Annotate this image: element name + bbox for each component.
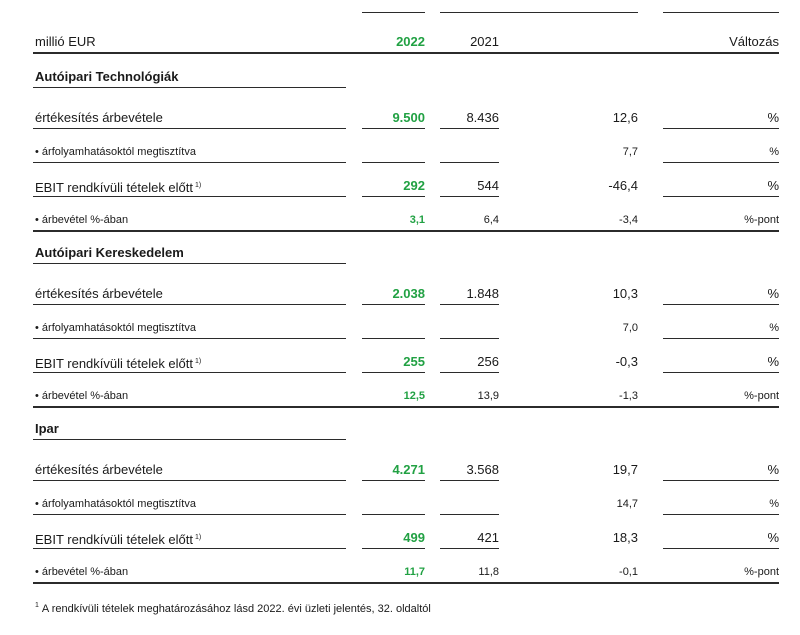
top-rule-2022 <box>362 12 425 13</box>
unit-label: millió EUR <box>35 34 96 49</box>
row-rule-2022 <box>362 480 425 481</box>
change-unit: % <box>767 354 779 369</box>
row-rule-2021 <box>440 128 499 129</box>
row-rule-unit <box>663 196 779 197</box>
footnote-ref: 1) <box>195 358 202 365</box>
value-2021: 3.568 <box>466 462 499 477</box>
row-rule-2021 <box>440 480 499 481</box>
footnote-ref: 1) <box>195 182 202 189</box>
row-rule-unit <box>663 304 779 305</box>
row-rule-2022 <box>362 162 425 163</box>
value-2022: 2.038 <box>392 286 425 301</box>
row-rule-2022 <box>362 128 425 129</box>
change-value: 7,7 <box>622 146 638 158</box>
row-label: EBIT rendkívüli tételek előtt $^{1)}$ <box>35 356 202 371</box>
footnote-marker: 1 <box>35 602 39 609</box>
row-rule-label <box>33 372 346 373</box>
value-2022: 12,5 <box>403 390 425 402</box>
row-rule-unit <box>663 338 779 339</box>
row-rule-2022 <box>362 514 425 515</box>
value-2021: 256 <box>477 354 499 369</box>
value-2021: 6,4 <box>483 214 499 226</box>
value-2022: 255 <box>403 354 425 369</box>
row-rule-2021 <box>440 514 499 515</box>
change-value: -1,3 <box>619 390 638 402</box>
row-rule-label <box>33 480 346 481</box>
row-label: • árbevétel %-ában <box>35 566 129 578</box>
section-title: Autóipari Kereskedelem <box>35 245 184 260</box>
row-label: EBIT rendkívüli tételek előtt $^{1)}$ <box>35 532 202 547</box>
row-rule-label <box>33 196 346 197</box>
change-value: 7,0 <box>622 322 638 334</box>
row-rule-unit <box>663 372 779 373</box>
row-rule-2021 <box>440 304 499 305</box>
row-label: • árfolyamhatásoktól megtisztítva <box>35 498 196 510</box>
row-rule-label <box>33 304 346 305</box>
row-rule-2021 <box>440 338 499 339</box>
row-label: értékesítés árbevétele <box>35 110 163 125</box>
row-rule-unit <box>663 548 779 549</box>
change-value: 12,6 <box>612 110 638 125</box>
top-rule-2021 <box>440 12 638 13</box>
section-title: Ipar <box>35 421 59 436</box>
section-title-rule <box>33 263 346 264</box>
change-value: -0,3 <box>615 354 638 369</box>
row-rule-unit <box>663 514 779 515</box>
row-rule-label <box>33 548 346 549</box>
row-rule-label <box>33 128 346 129</box>
change-value: 10,3 <box>612 286 638 301</box>
row-rule-2021 <box>440 548 499 549</box>
change-unit: % <box>769 322 779 334</box>
row-label: • árbevétel %-ában <box>35 214 129 226</box>
value-2021: 11,8 <box>478 566 499 578</box>
change-unit: % <box>767 178 779 193</box>
row-rule-label <box>33 338 346 339</box>
row-label: EBIT rendkívüli tételek előtt $^{1)}$ <box>35 180 202 195</box>
value-2022: 499 <box>403 530 425 545</box>
section-title-rule <box>33 439 346 440</box>
row-rule-2022 <box>362 548 425 549</box>
change-unit: %-pont <box>744 214 779 226</box>
value-2021: 13,9 <box>477 390 499 402</box>
change-unit: % <box>767 462 779 477</box>
row-rule-unit <box>663 128 779 129</box>
change-unit: % <box>769 146 779 158</box>
year-2021-header: 2021 <box>470 34 499 49</box>
section-end-rule <box>33 582 779 584</box>
change-value: -3,4 <box>619 214 638 226</box>
row-rule-2022 <box>362 338 425 339</box>
value-2022: 292 <box>403 178 425 193</box>
change-unit: %-pont <box>744 566 779 578</box>
value-2022: 4.271 <box>392 462 425 477</box>
value-2021: 544 <box>477 178 499 193</box>
row-rule-label <box>33 162 346 163</box>
footnote-text: A rendkívüli tételek meghatározásához lásd 2022. évi üzleti jelentés, 32. oldaltól <box>41 603 431 615</box>
value-2021: 421 <box>477 530 499 545</box>
row-rule-unit <box>663 162 779 163</box>
change-header: Változás <box>729 34 779 49</box>
value-2021: 1.848 <box>466 286 499 301</box>
change-value: 18,3 <box>612 530 638 545</box>
year-2022-header: 2022 <box>396 34 425 49</box>
top-rule-change <box>663 12 779 13</box>
change-value: -0,1 <box>619 566 638 578</box>
footnote <box>35 598 431 617</box>
section-end-rule <box>33 230 779 232</box>
header-rule <box>33 52 779 54</box>
value-2022: 11,7 <box>404 566 425 578</box>
value-2021: 8.436 <box>466 110 499 125</box>
row-rule-2022 <box>362 196 425 197</box>
section-title: Autóipari Technológiák <box>35 69 179 84</box>
row-rule-2021 <box>440 372 499 373</box>
value-2022: 3,1 <box>409 214 425 226</box>
row-rule-2022 <box>362 372 425 373</box>
row-rule-label <box>33 514 346 515</box>
change-unit: % <box>767 110 779 125</box>
row-label: • árfolyamhatásoktól megtisztítva <box>35 146 196 158</box>
row-label: értékesítés árbevétele <box>35 286 163 301</box>
change-unit: % <box>769 498 779 510</box>
section-title-rule <box>33 87 346 88</box>
change-unit: %-pont <box>744 390 779 402</box>
row-rule-unit <box>663 480 779 481</box>
change-value: 19,7 <box>612 462 638 477</box>
change-value: 14,7 <box>616 498 638 510</box>
row-label: értékesítés árbevétele <box>35 462 163 477</box>
footnote-ref: 1) <box>195 534 202 541</box>
row-rule-2021 <box>440 196 499 197</box>
change-unit: % <box>767 530 779 545</box>
section-end-rule <box>33 406 779 408</box>
value-2022: 9.500 <box>392 110 425 125</box>
change-unit: % <box>767 286 779 301</box>
row-rule-2021 <box>440 162 499 163</box>
row-rule-2022 <box>362 304 425 305</box>
change-value: -46,4 <box>608 178 638 193</box>
row-label: • árfolyamhatásoktól megtisztítva <box>35 322 196 334</box>
row-label: • árbevétel %-ában <box>35 390 129 402</box>
